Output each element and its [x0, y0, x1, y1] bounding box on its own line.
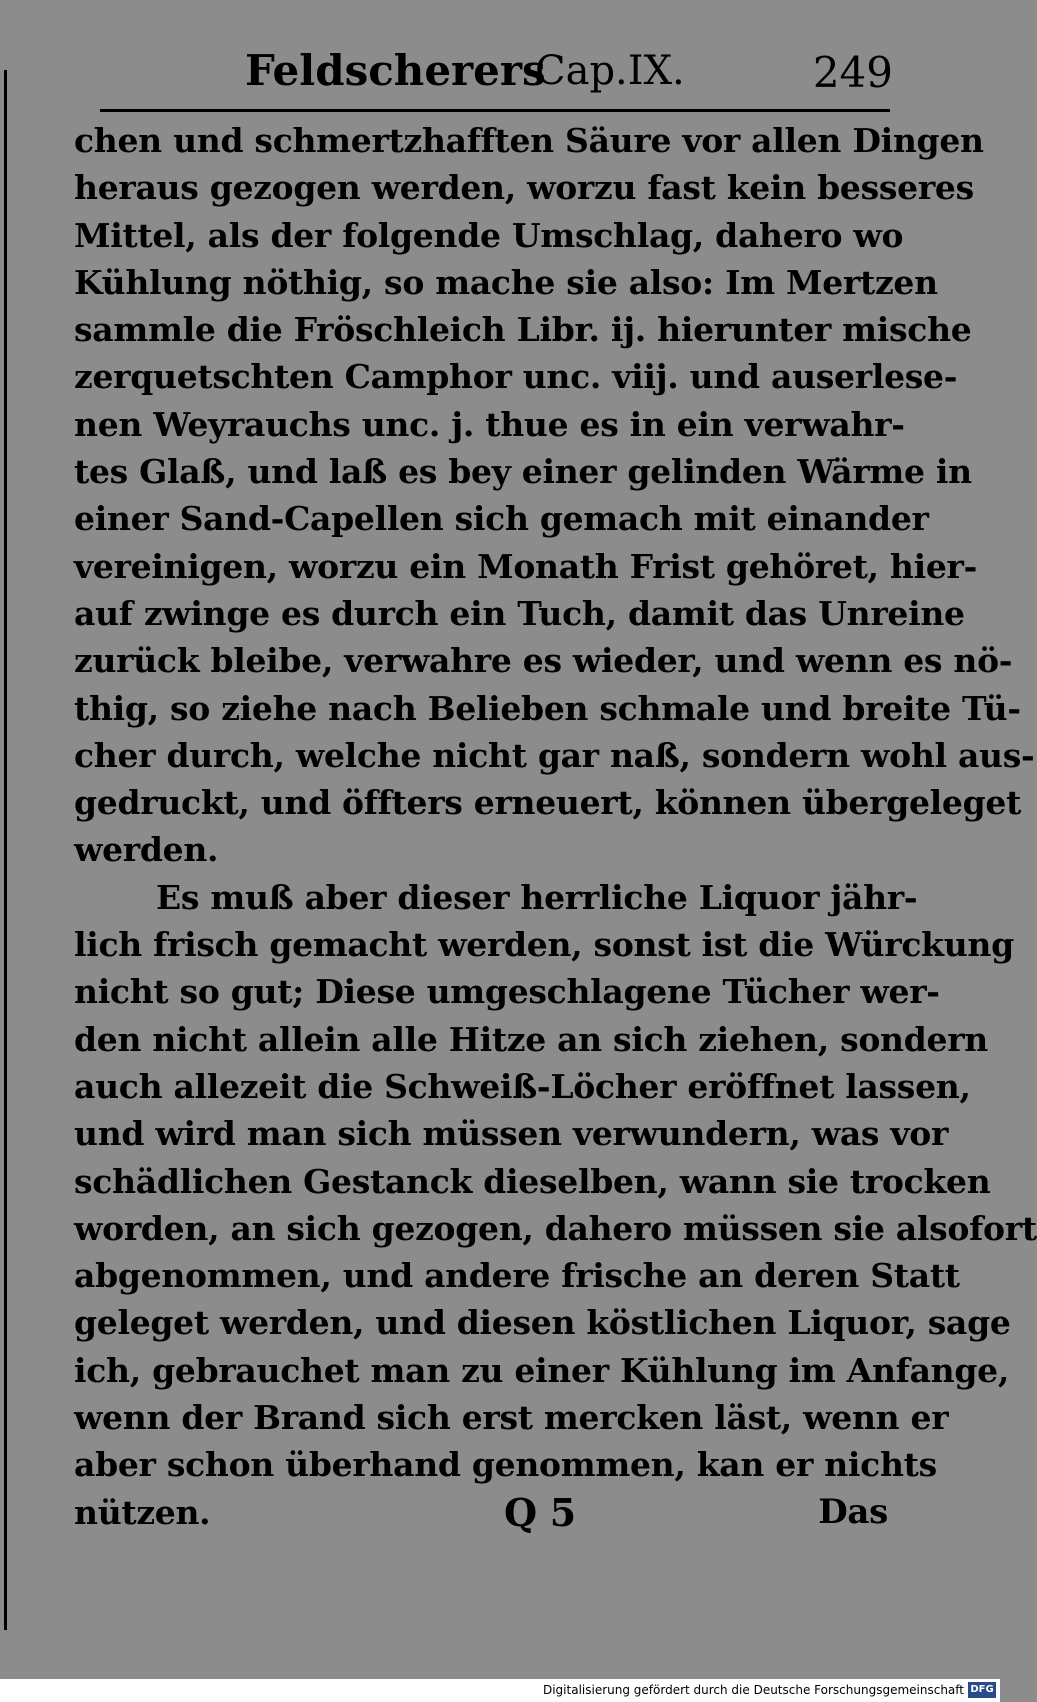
text-line: und wird man sich müssen verwundern, was vor [74, 1114, 949, 1154]
running-head-chapter: Cap.IX. [535, 48, 685, 94]
text-line: heraus gezogen werden, worzu fast kein besseres [74, 168, 974, 208]
text-line: nicht so gut; Diese umgeschlagene Tücher wer- [74, 972, 940, 1012]
text-line: cher durch, welche nicht gar naß, sondern wohl aus- [74, 735, 1035, 775]
signature-mark: Q 5 [504, 1489, 576, 1535]
text-line: tes Glaß, und laß es bey einer gelinden Wärme in [74, 452, 972, 492]
text-line: werden. [74, 830, 219, 870]
left-margin-rule [4, 70, 7, 1630]
text-line: thig, so ziehe nach Belieben schmale und breite Tü- [74, 688, 1021, 728]
text-line: vereinigen, worzu ein Monath Frist gehöret, hier- [74, 546, 978, 586]
digitization-footer [0, 1679, 1000, 1702]
text-line: sammle die Fröschleich Libr. ij. hierunter mische [74, 310, 972, 350]
text-line: ich, gebrauchet man zu einer Kühlung im Anfange, [74, 1350, 1010, 1390]
text-line: abgenommen, und andere frische an deren Statt [74, 1256, 960, 1296]
text-line: gedruckt, und öffters erneuert, können übergeleget [74, 783, 1022, 823]
text-line: geleget werden, und diesen köstlichen Liquor, sage [74, 1303, 1011, 1343]
text-line: nen Weyrauchs unc. j. thue es in ein verwahr- [74, 404, 905, 444]
text-line: auch allezeit die Schweiß-Löcher eröffnet lassen, [74, 1066, 971, 1106]
dfg-logo-icon: DFG [968, 1682, 996, 1698]
text-line: den nicht allein alle Hitze an sich ziehen, sondern [74, 1019, 989, 1059]
text-line: auf zwinge es durch ein Tuch, damit das Unreine [74, 593, 965, 633]
text-line: aber schon überhand genommen, kan er nichts [74, 1445, 937, 1485]
page-number: 249 [812, 48, 893, 97]
text-line: zurück bleibe, verwahre es wieder, und wenn es nö- [74, 641, 1013, 681]
text-line: Mittel, als der folgende Umschlag, dahero wo [74, 215, 904, 255]
running-head [245, 46, 893, 106]
footer-credit: Digitalisierung gefördert durch die Deutsche Forschungsgemeinschaft [542, 1683, 964, 1697]
body-text [74, 117, 1037, 1536]
text-line: zerquetschten Camphor unc. viij. und auserlese- [74, 357, 958, 397]
catchword: Das [818, 1491, 888, 1532]
text-line: wenn der Brand sich erst mercken läst, wenn er [74, 1398, 949, 1438]
text-line: lich frisch gemacht werden, sonst ist die Würckung [74, 925, 1014, 965]
text-line: einer Sand-Capellen sich gemach mit einander [74, 499, 929, 539]
running-head-title: Feldscherers [245, 46, 546, 95]
paragraph-first-line: Es muß aber dieser herrliche Liquor jähr- [156, 877, 918, 917]
text-line: schädlichen Gestanck dieselben, wann sie trocken [74, 1161, 991, 1201]
text-line: worden, an sich gezogen, dahero müssen sie alsofort [74, 1208, 1037, 1248]
text-line: chen und schmertzhafften Säure vor allen Dingen [74, 121, 984, 160]
header-rule [100, 109, 890, 112]
text-line: Kühlung nöthig, so mache sie also: Im Mertzen [74, 262, 938, 302]
last-line-text: nützen. [74, 1492, 211, 1532]
last-text-line [74, 1489, 896, 1536]
